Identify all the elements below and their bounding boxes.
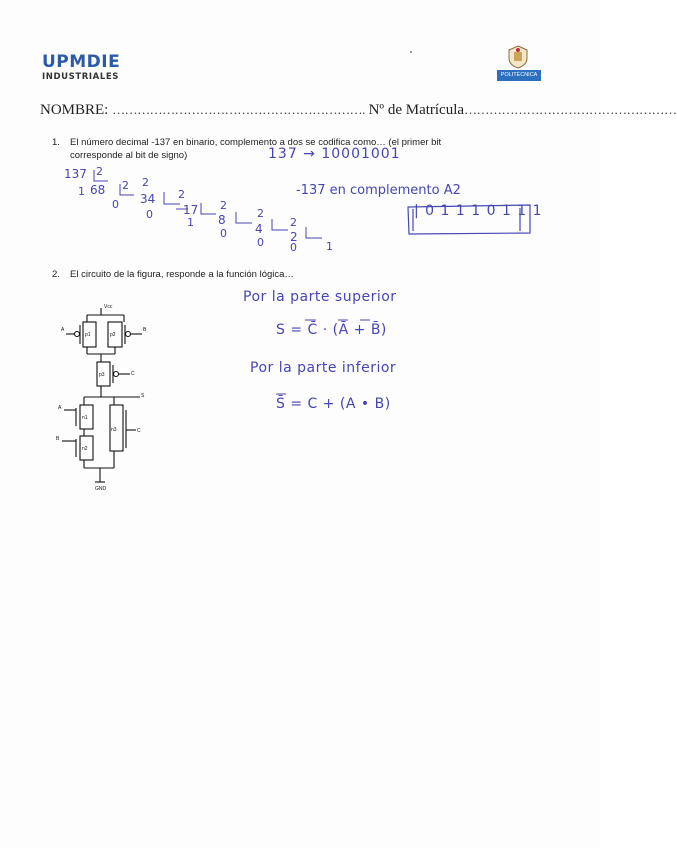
circuit-labels (56, 304, 147, 492)
circuit-input-b-top: B (143, 327, 147, 333)
circuit-input-a-top: A (61, 327, 65, 333)
question-1-number: 1. (52, 137, 60, 148)
handwritten-complement-label: -137 en complemento A2 (296, 183, 461, 198)
division-remainder-1: 1 (78, 185, 85, 198)
division-remainder-2: 0 (112, 198, 119, 211)
transistor-n1-label: n1 (82, 415, 88, 421)
answer-box (408, 205, 530, 234)
division-divisor-3: 2 (142, 176, 149, 189)
division-dividend-3: 34 (140, 192, 156, 206)
handwritten-boxed-answer: | 0 1 1 1 0 1 1 1 (414, 203, 543, 219)
circuit-output-label: S (141, 393, 145, 399)
logo-upmdie-text: UPMDIE (42, 52, 121, 72)
circuit-vcc-label: Vcc (104, 304, 113, 310)
matricula-field[interactable]: …………………………………………… (464, 102, 677, 117)
division-divisor-5: 2 (220, 199, 227, 212)
transistor-n2-label: n2 (82, 446, 88, 452)
cmos-circuit (62, 308, 142, 482)
division-divisor-2: 2 (122, 179, 129, 192)
division-remainder-3: 0 (146, 208, 153, 221)
equation-bars (276, 320, 370, 394)
transistor-p2-label: p2 (110, 332, 116, 338)
handwritten-lower-label: Por la parte inferior (250, 360, 397, 376)
division-divisor-1: 2 (96, 165, 103, 178)
circuit-input-c-bottom: C (137, 428, 141, 434)
stray-mark (410, 51, 412, 53)
division-remainder-6: 0 (257, 236, 264, 249)
handwritten-binary-result: 137 → 10001001 (268, 146, 401, 162)
division-remainder-8: 1 (326, 240, 333, 253)
circuit-input-a-bottom: A (58, 405, 62, 411)
division-dividend-4: 17 (183, 203, 199, 217)
division-remainder-4: 1 (187, 216, 194, 229)
division-divisor-6: 2 (257, 207, 264, 220)
division-dividend-1: 137 (64, 167, 87, 181)
division-dividend-6: 4 (255, 222, 263, 236)
circuit-input-b-bottom: B (56, 436, 60, 442)
transistor-n3-label: n3 (111, 427, 117, 433)
division-dividend-2: 68 (90, 183, 106, 197)
transistor-p1-label: p1 (85, 332, 91, 338)
circuit-input-c-top: C (131, 371, 135, 377)
division-divisor-7: 2 (290, 216, 297, 229)
transistor-p3-label: p3 (99, 372, 105, 378)
division-brackets (94, 170, 322, 238)
handwritten-lower-equation: S̄ = C + (A • B) (276, 396, 391, 412)
division-divisor-4: 2 (178, 188, 185, 201)
question-2-number: 2. (52, 269, 60, 280)
division-remainder-7: 0 (290, 241, 297, 254)
nombre-label: NOMBRE: (40, 102, 109, 118)
politecnica-badge: POLITÉCNICA (497, 70, 541, 81)
circuit-gnd-label: GND (95, 486, 107, 492)
question-2-text-line1: El circuito de la figura, responde a la función lógica… (70, 269, 294, 280)
matricula-label: Nº de Matrícula (368, 102, 465, 118)
handwritten-upper-label: Por la parte superior (243, 289, 397, 305)
nombre-field[interactable]: ……………………………………………………. (112, 102, 365, 117)
division-remainder-5: 0 (220, 227, 227, 240)
handwritten-upper-equation: S = C̄ · (Ā + B̄) (276, 322, 387, 338)
question-1-text-line1: El número decimal -137 en binario, complemento a dos se codifica como… (el primer bit (70, 137, 442, 148)
question-1-text-line2: corresponde al bit de signo) (70, 150, 188, 161)
division-dividend-7: 2 (290, 230, 298, 244)
logo-industriales-text: INDUSTRIALES (42, 72, 119, 82)
division-dividend-5: 8 (218, 213, 226, 227)
